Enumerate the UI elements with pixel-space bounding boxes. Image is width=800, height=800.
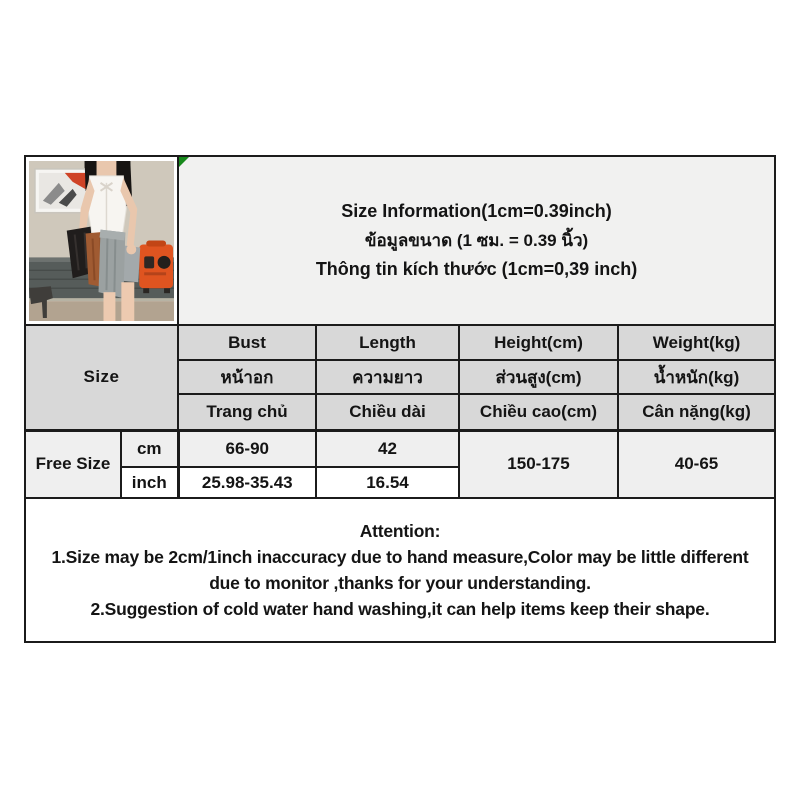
attention-heading: Attention:	[359, 521, 441, 541]
attention-note-cell	[25, 498, 775, 642]
size-chart-table	[24, 155, 776, 643]
col-header-weight-vi: Cân nặng(kg)	[618, 394, 775, 430]
attention-note	[26, 511, 774, 629]
col-header-weight-th: น้ำหนัก(kg)	[618, 360, 775, 394]
weight-range-value: 40-65	[618, 430, 775, 498]
col-header-bust-vi: Trang chủ	[178, 394, 316, 430]
length-value-inch: 16.54	[316, 467, 459, 498]
col-header-height-th: ส่วนสูง(cm)	[459, 360, 618, 394]
size-corner-label: Size	[25, 325, 178, 430]
col-header-height-en: Height(cm)	[459, 325, 618, 360]
green-corner-marker-icon	[179, 157, 189, 167]
col-header-weight-en: Weight(kg)	[618, 325, 775, 360]
row-label-free-size: Free Size	[25, 430, 121, 498]
bust-value-cm: 66-90	[178, 430, 316, 467]
col-header-bust-en: Bust	[178, 325, 316, 360]
title-thai: ข้อมูลขนาด (1 ซม. = 0.39 นิ้ว)	[364, 231, 589, 250]
attention-line-2: due to monitor ,thanks for your understanding.	[209, 573, 591, 593]
height-range-value: 150-175	[459, 430, 618, 498]
attention-line-1: 1.Size may be 2cm/1inch inaccuracy due to hand measure,Color may be little different	[51, 547, 749, 567]
size-info-title-cell	[178, 156, 775, 325]
title-english: Size Information(1cm=0.39inch)	[341, 201, 612, 221]
product-photo-cell	[25, 156, 178, 325]
attention-line-3: 2.Suggestion of cold water hand washing,it can help items keep their shape.	[90, 599, 710, 619]
product-photo-illustration	[29, 161, 174, 321]
col-header-length-vi: Chiều dài	[316, 394, 459, 430]
size-info-title	[179, 197, 774, 284]
col-header-length-th: ความยาว	[316, 360, 459, 394]
length-value-cm: 42	[316, 430, 459, 467]
unit-label-cm: cm	[121, 430, 178, 467]
col-header-length-en: Length	[316, 325, 459, 360]
col-header-bust-th: หน้าอก	[178, 360, 316, 394]
col-header-height-vi: Chiều cao(cm)	[459, 394, 618, 430]
product-photo	[29, 160, 174, 321]
bust-value-inch: 25.98-35.43	[178, 467, 316, 498]
unit-label-inch: inch	[121, 467, 178, 498]
title-vietnamese: Thông tin kích thước (1cm=0,39 inch)	[315, 259, 638, 279]
